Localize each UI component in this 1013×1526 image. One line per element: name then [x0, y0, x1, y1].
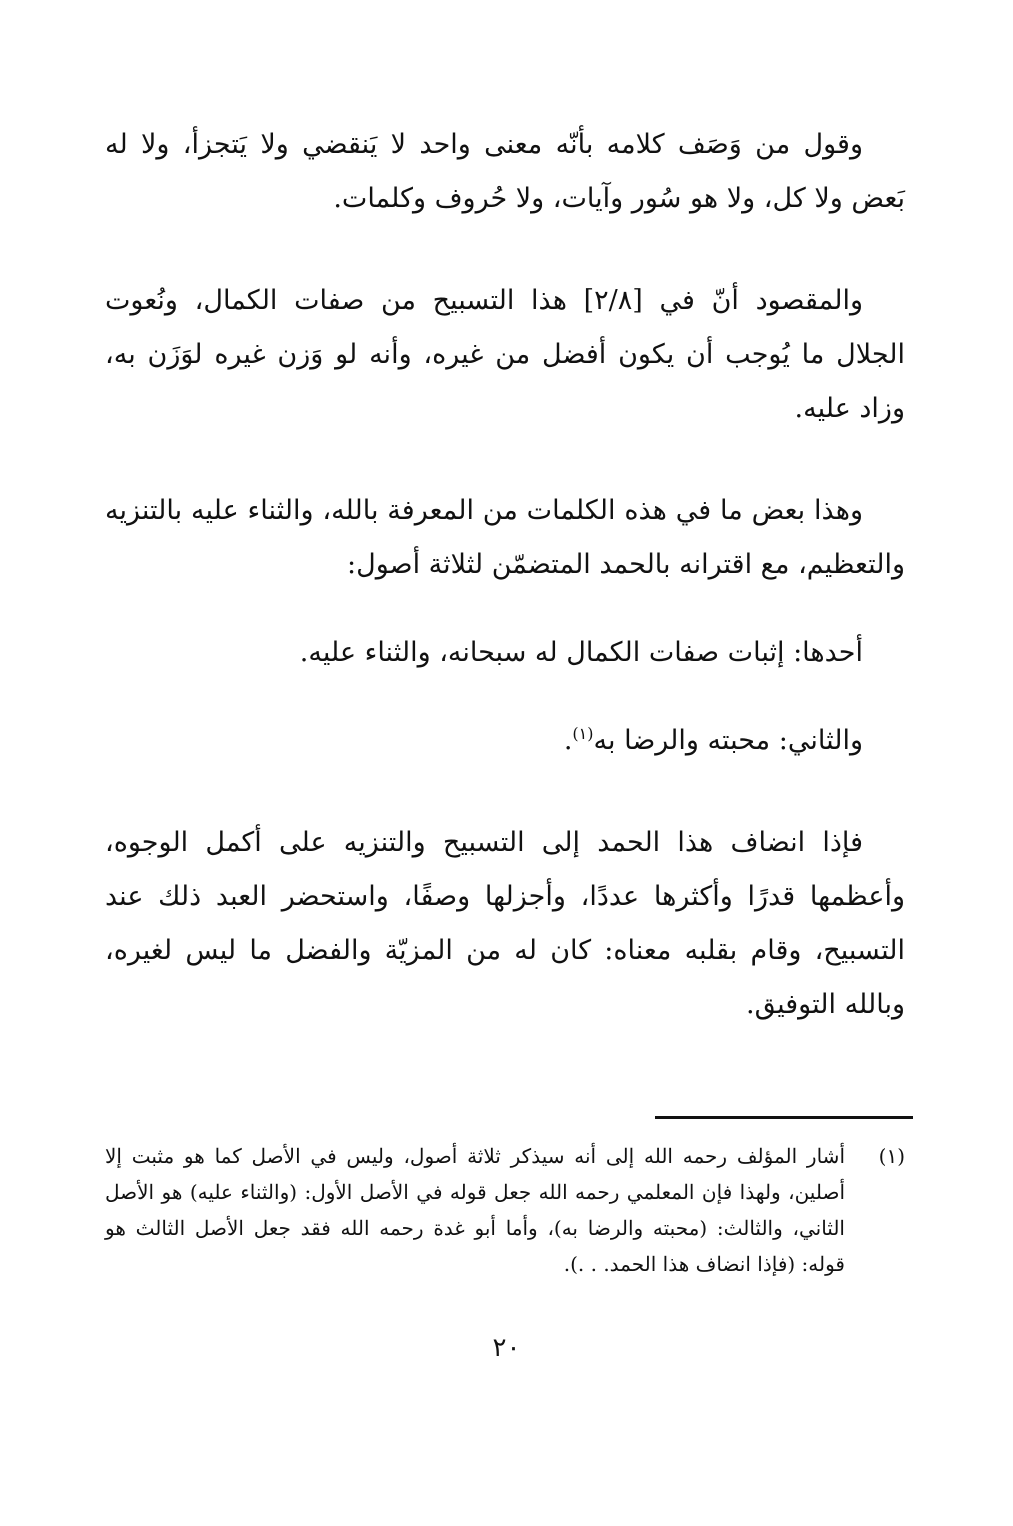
- page-number: ٢٠: [492, 1333, 521, 1363]
- paragraph-2: والمقصود أنّ في [٢/٨] هذا التسبيح من صفات الكمال، ونُعوت الجلال ما يُوجب أن يكون أفضل من غيره، وأنه لو وَزن غيره لوَزَن به، وزاد عليه.: [105, 285, 905, 424]
- paragraph-1: وقول من وَصَف كلامه بأنّه معنى واحد لا يَنقضي ولا يَتجزأ، ولا له بَعض ولا كل، ولا هو سُور وآيات، ولا حُروف وكلمات.: [105, 129, 905, 214]
- paragraph-first-principle: أحدها: إثبات صفات الكمال له سبحانه، والثناء عليه.: [299, 637, 863, 668]
- footnote-number: (١): [878, 1144, 905, 1168]
- main-text-body: [105, 118, 905, 1032]
- second-principle-text: والثاني: محبته والرضا به: [593, 725, 863, 756]
- paragraph-conclusion: فإذا انضاف هذا الحمد إلى التسبيح والتنزيه على أكمل الوجوه، وأعظمها قدرًا وأكثرها عددًا، وأجزلها وصفًا، واستحضر العبد ذلك عند التسبيح، وقام بقلبه معناه: كان له من المزيّة والفضل ما ليس لغيره، وبالله التوفيق.: [105, 827, 905, 1020]
- second-principle-period: .: [563, 725, 573, 756]
- paragraph-second-principle: [105, 714, 905, 768]
- footnotes-section: [105, 1138, 905, 1282]
- footnote-divider: [655, 1116, 913, 1119]
- footnote-item: [105, 1138, 905, 1282]
- paragraph-3: وهذا بعض ما في هذه الكلمات من المعرفة بالله، والثناء عليه بالتنزيه والتعظيم، مع اقترانه بالحمد المتضمّن لثلاثة أصول:: [105, 495, 905, 580]
- footnote-reference[interactable]: (١): [572, 724, 594, 743]
- footnote-text: أشار المؤلف رحمه الله إلى أنه سيذكر ثلاثة أصول، وليس في الأصل كما هو مثبت إلا أصلين، ولهذا فإن المعلمي رحمه الله جعل قوله في الأصل الأول: (والثناء عليه) هو الأصل الثاني، والثالث: (محبته والرضا به)، وأما أبو غدة رحمه الله فقد جعل الأصل الثالث هو قوله: (فإذا انضاف هذا الحمد. . .).: [105, 1144, 845, 1276]
